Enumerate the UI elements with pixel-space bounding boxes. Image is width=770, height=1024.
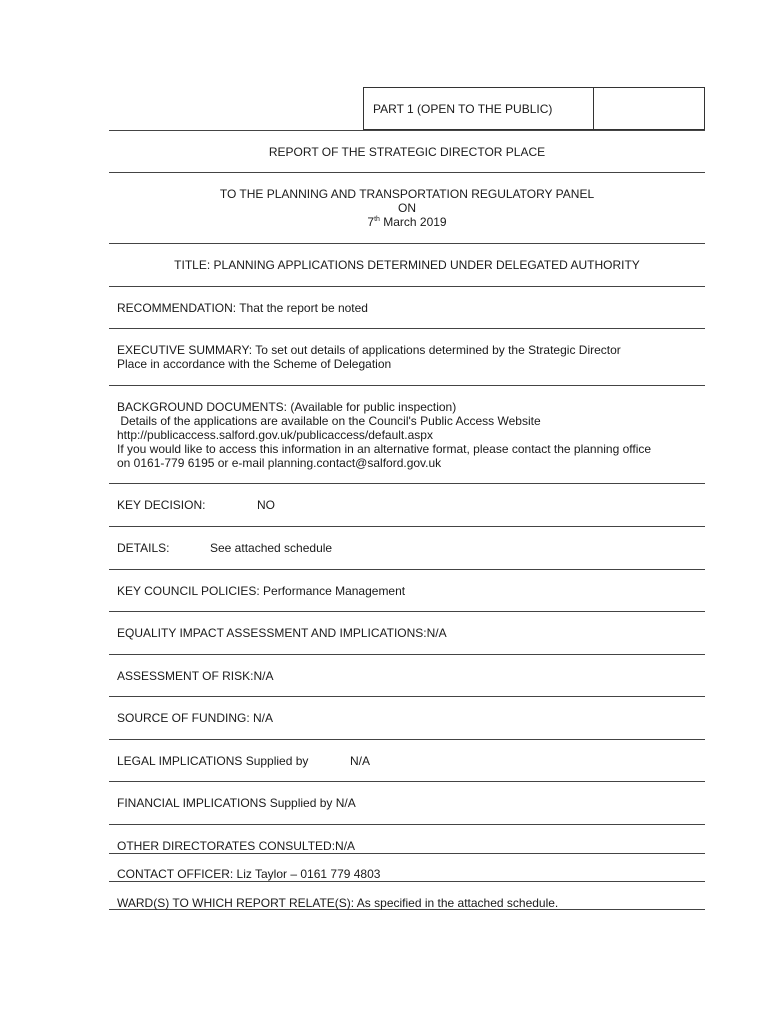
wards: WARD(S) TO WHICH REPORT RELATE(S): As specified in the attached schedule. — [117, 896, 559, 910]
report-title: TITLE: PLANNING APPLICATIONS DETERMINED UNDER DELEGATED AUTHORITY — [174, 258, 640, 272]
key-council-policies-row — [109, 570, 705, 612]
wards-row — [109, 882, 705, 910]
financial-implications: FINANCIAL IMPLICATIONS Supplied by N/A — [117, 796, 356, 810]
key-decision — [117, 498, 697, 512]
date-day: 7 — [367, 215, 375, 229]
details-row — [109, 527, 705, 570]
recommendation-row — [109, 287, 705, 329]
details-value: See attached schedule — [210, 541, 333, 555]
background-line5: on 0161-779 6195 or e-mail planning.contact@salford.gov.uk — [117, 456, 442, 470]
part-classification-box — [363, 87, 705, 130]
legal-row — [109, 740, 705, 782]
meeting-date — [109, 215, 705, 229]
key-decision-row — [109, 484, 705, 527]
to-panel-row — [109, 173, 705, 244]
to-panel-line2: ON — [398, 201, 416, 215]
to-panel-line1: TO THE PLANNING AND TRANSPORTATION REGULATORY PANEL — [219, 187, 595, 201]
report-of-row — [109, 130, 705, 173]
part-label: PART 1 (OPEN TO THE PUBLIC) — [364, 88, 594, 129]
financial-row — [109, 782, 705, 825]
report-of: REPORT OF THE STRATEGIC DIRECTOR PLACE — [268, 145, 546, 159]
other-directorates-row — [109, 825, 705, 854]
background-row — [109, 386, 705, 484]
public-access-link[interactable]: http://publicaccess.salford.gov.uk/publicaccess/default.aspx — [117, 428, 433, 442]
legal-implications — [117, 754, 697, 768]
date-suffix: th — [374, 216, 380, 223]
details-label: DETAILS: — [117, 541, 170, 555]
other-directorates: OTHER DIRECTORATES CONSULTED:N/A — [117, 839, 356, 853]
date-rest: March 2019 — [379, 215, 447, 229]
risk-row — [109, 655, 705, 697]
assessment-of-risk: ASSESSMENT OF RISK:N/A — [117, 669, 274, 683]
part-blank-cell — [594, 88, 704, 129]
executive-summary-row — [109, 329, 705, 386]
contact-officer: CONTACT OFFICER: Liz Taylor – 0161 779 4803 — [117, 867, 381, 881]
recommendation: RECOMMENDATION: That the report be noted — [117, 301, 368, 315]
executive-summary-line1: EXECUTIVE SUMMARY: To set out details of applications determined by the Strategic Director — [117, 343, 621, 357]
equality-impact: EQUALITY IMPACT ASSESSMENT AND IMPLICATIONS:N/A — [117, 626, 447, 640]
contact-officer-row — [109, 854, 705, 882]
source-of-funding: SOURCE OF FUNDING: N/A — [117, 711, 274, 725]
key-council-policies: KEY COUNCIL POLICIES: Performance Management — [117, 584, 406, 598]
legal-label: LEGAL IMPLICATIONS Supplied by — [117, 754, 309, 768]
background-line4: If you would like to access this information in an alternative format, please contact the planning office — [117, 442, 652, 456]
background-line1: BACKGROUND DOCUMENTS: (Available for public inspection) — [117, 400, 457, 414]
title-row — [109, 244, 705, 287]
funding-row — [109, 697, 705, 740]
background-line2: Details of the applications are available on the Council's Public Access Website — [117, 414, 541, 428]
details — [117, 541, 697, 555]
key-decision-value: NO — [257, 498, 275, 512]
key-decision-label: KEY DECISION: — [117, 498, 206, 512]
equality-row — [109, 612, 705, 655]
legal-value: N/A — [350, 754, 371, 768]
executive-summary-line2: Place in accordance with the Scheme of Delegation — [117, 357, 392, 371]
